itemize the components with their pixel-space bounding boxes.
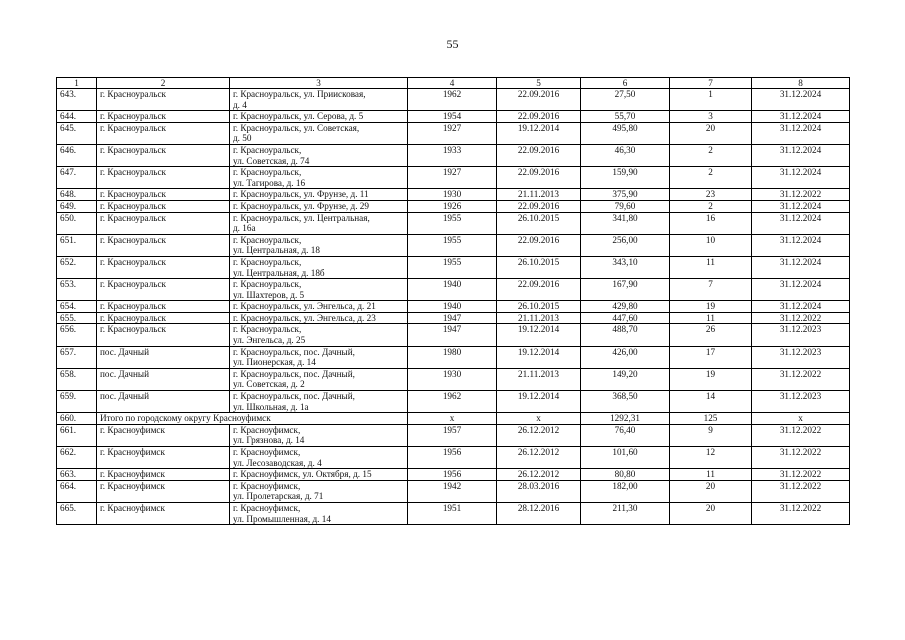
count-cell: 2 bbox=[670, 200, 752, 212]
date-cell: x bbox=[497, 413, 581, 425]
row-number-cell: 645. bbox=[57, 122, 97, 144]
row-number-cell: 654. bbox=[57, 301, 97, 313]
table-row bbox=[57, 368, 850, 390]
deadline-cell: 31.12.2023 bbox=[752, 346, 850, 368]
registry-body bbox=[57, 89, 850, 525]
table-row bbox=[57, 189, 850, 201]
settlement-cell: г. Красноуральск bbox=[97, 256, 230, 278]
address-cell bbox=[230, 212, 408, 234]
count-cell: 20 bbox=[670, 122, 752, 144]
settlement-cell: г. Красноуфимск bbox=[97, 447, 230, 469]
settlement-cell: г. Красноуральск bbox=[97, 279, 230, 301]
area-cell: 447,60 bbox=[581, 312, 670, 324]
address-cell bbox=[230, 234, 408, 256]
column-header: 6 bbox=[581, 78, 670, 89]
settlement-cell: г. Красноуфимск bbox=[97, 502, 230, 524]
year-cell: 1930 bbox=[408, 368, 497, 390]
settlement-cell: г. Красноуральск bbox=[97, 200, 230, 212]
row-number-cell: 663. bbox=[57, 469, 97, 481]
address-line: г. Красноуральск, ул. Серова, д. 5 bbox=[233, 111, 364, 122]
date-cell: 26.10.2015 bbox=[497, 212, 581, 234]
address-line: г. Красноуральск, ул. Фрунзе, д. 11 bbox=[233, 189, 369, 200]
year-cell: 1940 bbox=[408, 279, 497, 301]
area-cell: 341,80 bbox=[581, 212, 670, 234]
deadline-cell: 31.12.2022 bbox=[752, 469, 850, 481]
row-number-cell: 647. bbox=[57, 167, 97, 189]
address-line: г. Красноуфимск, ул. Октября, д. 15 bbox=[233, 469, 372, 480]
deadline-cell: 31.12.2023 bbox=[752, 324, 850, 346]
count-cell: 9 bbox=[670, 424, 752, 446]
header-row bbox=[57, 78, 850, 89]
address-cell bbox=[230, 447, 408, 469]
address-line: г. Красноуфимск, bbox=[233, 480, 301, 491]
address-line: г. Красноуральск, пос. Дачный, bbox=[233, 391, 355, 402]
row-number-cell: 659. bbox=[57, 391, 97, 413]
row-number-cell: 655. bbox=[57, 312, 97, 324]
table-row bbox=[57, 111, 850, 123]
page-number: 55 bbox=[446, 37, 459, 51]
row-number-cell: 664. bbox=[57, 480, 97, 502]
address-line: г. Красноуральск, bbox=[233, 324, 302, 335]
column-header: 5 bbox=[497, 78, 581, 89]
row-number-cell: 646. bbox=[57, 144, 97, 166]
deadline-cell: 31.12.2024 bbox=[752, 144, 850, 166]
date-cell: 26.12.2012 bbox=[497, 469, 581, 481]
settlement-cell: г. Красноуральск bbox=[97, 122, 230, 144]
area-cell: 159,90 bbox=[581, 167, 670, 189]
count-cell: 23 bbox=[670, 189, 752, 201]
table-row bbox=[57, 346, 850, 368]
area-cell: 46,30 bbox=[581, 144, 670, 166]
address-line: ул. Центральная, д. 18б bbox=[233, 267, 325, 278]
count-cell: 2 bbox=[670, 144, 752, 166]
area-cell: 343,10 bbox=[581, 256, 670, 278]
address-cell bbox=[230, 346, 408, 368]
date-cell: 28.12.2016 bbox=[497, 502, 581, 524]
address-cell bbox=[230, 301, 408, 313]
table-row bbox=[57, 212, 850, 234]
year-cell: x bbox=[408, 413, 497, 425]
address-cell bbox=[230, 89, 408, 111]
row-number-cell: 660. bbox=[57, 413, 97, 425]
deadline-cell: 31.12.2022 bbox=[752, 502, 850, 524]
table-row bbox=[57, 447, 850, 469]
year-cell: 1957 bbox=[408, 424, 497, 446]
address-line: д. 50 bbox=[233, 133, 252, 144]
count-cell: 12 bbox=[670, 447, 752, 469]
address-line: ул. Пионерская, д. 14 bbox=[233, 357, 316, 368]
date-cell: 22.09.2016 bbox=[497, 200, 581, 212]
count-cell: 11 bbox=[670, 312, 752, 324]
column-header: 4 bbox=[408, 78, 497, 89]
address-line: г. Красноуральск, ул. Энгельса, д. 21 bbox=[233, 301, 376, 312]
row-number-cell: 651. bbox=[57, 234, 97, 256]
address-cell bbox=[230, 122, 408, 144]
address-line: г. Красноуральск, ул. Приисковая, bbox=[233, 89, 366, 99]
row-number-cell: 649. bbox=[57, 200, 97, 212]
area-cell: 80,80 bbox=[581, 469, 670, 481]
date-cell: 28.03.2016 bbox=[497, 480, 581, 502]
row-number-cell: 648. bbox=[57, 189, 97, 201]
settlement-cell: г. Красноуфимск bbox=[97, 424, 230, 446]
address-line: ул. Тагирова, д. 16 bbox=[233, 177, 306, 188]
area-cell: 149,20 bbox=[581, 368, 670, 390]
table-row bbox=[57, 480, 850, 502]
settlement-cell: г. Красноуфимск bbox=[97, 469, 230, 481]
row-number-cell: 665. bbox=[57, 502, 97, 524]
address-cell bbox=[230, 312, 408, 324]
area-cell: 55,70 bbox=[581, 111, 670, 123]
deadline-cell: x bbox=[752, 413, 850, 425]
row-number-cell: 650. bbox=[57, 212, 97, 234]
deadline-cell: 31.12.2024 bbox=[752, 212, 850, 234]
area-cell: 495,80 bbox=[581, 122, 670, 144]
year-cell: 1933 bbox=[408, 144, 497, 166]
count-cell: 16 bbox=[670, 212, 752, 234]
year-cell: 1956 bbox=[408, 469, 497, 481]
date-cell: 22.09.2016 bbox=[497, 111, 581, 123]
count-cell: 19 bbox=[670, 368, 752, 390]
address-line: ул. Промышленная, д. 14 bbox=[233, 513, 331, 524]
address-line: г. Красноуфимск, bbox=[233, 447, 301, 457]
settlement-cell: г. Красноуральск bbox=[97, 312, 230, 324]
address-line: ул. Грязнова, д. 14 bbox=[233, 435, 305, 446]
settlement-cell: г. Красноуральск bbox=[97, 167, 230, 189]
area-cell: 76,40 bbox=[581, 424, 670, 446]
row-number-cell: 652. bbox=[57, 256, 97, 278]
address-cell bbox=[230, 256, 408, 278]
count-cell: 26 bbox=[670, 324, 752, 346]
date-cell: 26.10.2015 bbox=[497, 256, 581, 278]
table-row bbox=[57, 234, 850, 256]
deadline-cell: 31.12.2024 bbox=[752, 200, 850, 212]
deadline-cell: 31.12.2022 bbox=[752, 312, 850, 324]
area-cell: 79,60 bbox=[581, 200, 670, 212]
settlement-cell: г. Красноуральск bbox=[97, 189, 230, 201]
area-cell: 182,00 bbox=[581, 480, 670, 502]
address-line: ул. Шахтеров, д. 5 bbox=[233, 289, 305, 300]
address-cell bbox=[230, 391, 408, 413]
table-row bbox=[57, 167, 850, 189]
deadline-cell: 31.12.2022 bbox=[752, 368, 850, 390]
settlement-cell: г. Красноуральск bbox=[97, 144, 230, 166]
area-cell: 426,00 bbox=[581, 346, 670, 368]
address-line: г. Красноуфимск, bbox=[233, 502, 301, 513]
address-line: г. Красноуральск, ул. Фрунзе, д. 29 bbox=[233, 200, 369, 211]
deadline-cell: 31.12.2024 bbox=[752, 301, 850, 313]
total-label-cell: Итого по городскому округу Красноуфимск bbox=[97, 413, 408, 425]
address-line: д. 16а bbox=[233, 223, 256, 234]
date-cell: 19.12.2014 bbox=[497, 122, 581, 144]
table-row bbox=[57, 200, 850, 212]
row-number-cell: 657. bbox=[57, 346, 97, 368]
address-line: ул. Энгельса, д. 25 bbox=[233, 335, 306, 346]
address-cell bbox=[230, 368, 408, 390]
date-cell: 21.11.2013 bbox=[497, 368, 581, 390]
date-cell: 26.12.2012 bbox=[497, 447, 581, 469]
address-line: г. Красноуральск, bbox=[233, 167, 302, 178]
date-cell: 22.09.2016 bbox=[497, 89, 581, 111]
address-line: ул. Школьная, д. 1а bbox=[233, 401, 309, 412]
address-line: г. Красноуральск, пос. Дачный, bbox=[233, 346, 355, 357]
area-cell: 1292,31 bbox=[581, 413, 670, 425]
address-cell bbox=[230, 279, 408, 301]
table-row bbox=[57, 144, 850, 166]
area-cell: 488,70 bbox=[581, 324, 670, 346]
table-row bbox=[57, 301, 850, 313]
table-row bbox=[57, 122, 850, 144]
table-row bbox=[57, 312, 850, 324]
year-cell: 1947 bbox=[408, 324, 497, 346]
date-cell: 19.12.2014 bbox=[497, 391, 581, 413]
address-line: ул. Пролетарская, д. 71 bbox=[233, 491, 324, 502]
settlement-cell: пос. Дачный bbox=[97, 368, 230, 390]
deadline-cell: 31.12.2022 bbox=[752, 480, 850, 502]
settlement-cell: г. Красноуральск bbox=[97, 301, 230, 313]
count-cell: 7 bbox=[670, 279, 752, 301]
date-cell: 21.11.2013 bbox=[497, 189, 581, 201]
row-number-cell: 661. bbox=[57, 424, 97, 446]
deadline-cell: 31.12.2024 bbox=[752, 89, 850, 111]
area-cell: 375,90 bbox=[581, 189, 670, 201]
address-line: г. Красноуральск, ул. Центральная, bbox=[233, 212, 370, 223]
address-cell bbox=[230, 480, 408, 502]
address-cell bbox=[230, 502, 408, 524]
settlement-cell: пос. Дачный bbox=[97, 346, 230, 368]
count-cell: 1 bbox=[670, 89, 752, 111]
table-row bbox=[57, 424, 850, 446]
area-cell: 211,30 bbox=[581, 502, 670, 524]
deadline-cell: 31.12.2024 bbox=[752, 167, 850, 189]
count-cell: 10 bbox=[670, 234, 752, 256]
deadline-cell: 31.12.2024 bbox=[752, 111, 850, 123]
year-cell: 1954 bbox=[408, 111, 497, 123]
settlement-cell: г. Красноуфимск bbox=[97, 480, 230, 502]
deadline-cell: 31.12.2024 bbox=[752, 122, 850, 144]
date-cell: 22.09.2016 bbox=[497, 144, 581, 166]
area-cell: 429,80 bbox=[581, 301, 670, 313]
year-cell: 1942 bbox=[408, 480, 497, 502]
settlement-cell: г. Красноуральск bbox=[97, 234, 230, 256]
deadline-cell: 31.12.2024 bbox=[752, 234, 850, 256]
address-cell bbox=[230, 424, 408, 446]
year-cell: 1951 bbox=[408, 502, 497, 524]
area-cell: 256,00 bbox=[581, 234, 670, 256]
registry-table bbox=[56, 77, 850, 525]
year-cell: 1955 bbox=[408, 212, 497, 234]
address-cell bbox=[230, 189, 408, 201]
year-cell: 1947 bbox=[408, 312, 497, 324]
count-cell: 11 bbox=[670, 469, 752, 481]
address-line: д. 4 bbox=[233, 99, 247, 110]
address-line: ул. Лесозаводская, д. 4 bbox=[233, 457, 322, 468]
area-cell: 101,60 bbox=[581, 447, 670, 469]
row-number-cell: 656. bbox=[57, 324, 97, 346]
count-cell: 17 bbox=[670, 346, 752, 368]
address-line: ул. Центральная, д. 18 bbox=[233, 245, 320, 256]
deadline-cell: 31.12.2022 bbox=[752, 189, 850, 201]
row-number-cell: 643. bbox=[57, 89, 97, 111]
address-line: г. Красноуральск, bbox=[233, 234, 302, 245]
column-header: 1 bbox=[57, 78, 97, 89]
count-cell: 19 bbox=[670, 301, 752, 313]
column-header: 3 bbox=[230, 78, 408, 89]
column-header: 2 bbox=[97, 78, 230, 89]
table-row bbox=[57, 502, 850, 524]
row-number-cell: 653. bbox=[57, 279, 97, 301]
area-cell: 167,90 bbox=[581, 279, 670, 301]
table-row bbox=[57, 324, 850, 346]
count-cell: 3 bbox=[670, 111, 752, 123]
year-cell: 1927 bbox=[408, 167, 497, 189]
column-header: 7 bbox=[670, 78, 752, 89]
address-line: ул. Советская, д. 2 bbox=[233, 379, 305, 390]
deadline-cell: 31.12.2024 bbox=[752, 279, 850, 301]
date-cell: 22.09.2016 bbox=[497, 279, 581, 301]
table-row bbox=[57, 469, 850, 481]
area-cell: 27,50 bbox=[581, 89, 670, 111]
address-line: г. Красноуральск, bbox=[233, 279, 302, 290]
count-cell: 11 bbox=[670, 256, 752, 278]
date-cell: 26.12.2012 bbox=[497, 424, 581, 446]
year-cell: 1927 bbox=[408, 122, 497, 144]
deadline-cell: 31.12.2023 bbox=[752, 391, 850, 413]
table-row bbox=[57, 279, 850, 301]
row-number-cell: 644. bbox=[57, 111, 97, 123]
row-number-cell: 658. bbox=[57, 368, 97, 390]
deadline-cell: 31.12.2024 bbox=[752, 256, 850, 278]
count-cell: 14 bbox=[670, 391, 752, 413]
row-number-cell: 662. bbox=[57, 447, 97, 469]
year-cell: 1940 bbox=[408, 301, 497, 313]
count-cell: 20 bbox=[670, 480, 752, 502]
year-cell: 1955 bbox=[408, 256, 497, 278]
year-cell: 1980 bbox=[408, 346, 497, 368]
address-cell bbox=[230, 469, 408, 481]
column-header: 8 bbox=[752, 78, 850, 89]
year-cell: 1926 bbox=[408, 200, 497, 212]
address-line: г. Красноуральск, пос. Дачный, bbox=[233, 368, 355, 379]
date-cell: 26.10.2015 bbox=[497, 301, 581, 313]
year-cell: 1955 bbox=[408, 234, 497, 256]
count-cell: 2 bbox=[670, 167, 752, 189]
deadline-cell: 31.12.2022 bbox=[752, 424, 850, 446]
total-row bbox=[57, 413, 850, 425]
area-cell: 368,50 bbox=[581, 391, 670, 413]
count-cell: 125 bbox=[670, 413, 752, 425]
address-cell bbox=[230, 167, 408, 189]
year-cell: 1962 bbox=[408, 89, 497, 111]
deadline-cell: 31.12.2022 bbox=[752, 447, 850, 469]
address-line: г. Красноуральск, bbox=[233, 256, 302, 267]
address-cell bbox=[230, 111, 408, 123]
count-cell: 20 bbox=[670, 502, 752, 524]
address-line: г. Красноуфимск, bbox=[233, 424, 301, 435]
year-cell: 1956 bbox=[408, 447, 497, 469]
settlement-cell: г. Красноуральск bbox=[97, 89, 230, 111]
address-line: г. Красноуральск, ул. Энгельса, д. 23 bbox=[233, 312, 376, 323]
table-row bbox=[57, 256, 850, 278]
address-line: г. Красноуральск, bbox=[233, 144, 302, 155]
address-cell bbox=[230, 324, 408, 346]
settlement-cell: г. Красноуральск bbox=[97, 111, 230, 123]
date-cell: 22.09.2016 bbox=[497, 167, 581, 189]
settlement-cell: пос. Дачный bbox=[97, 391, 230, 413]
date-cell: 19.12.2014 bbox=[497, 324, 581, 346]
address-line: г. Красноуральск, ул. Советская, bbox=[233, 122, 360, 133]
address-cell bbox=[230, 200, 408, 212]
address-cell bbox=[230, 144, 408, 166]
table-row bbox=[57, 391, 850, 413]
address-line: ул. Советская, д. 74 bbox=[233, 155, 310, 166]
date-cell: 19.12.2014 bbox=[497, 346, 581, 368]
date-cell: 22.09.2016 bbox=[497, 234, 581, 256]
year-cell: 1962 bbox=[408, 391, 497, 413]
date-cell: 21.11.2013 bbox=[497, 312, 581, 324]
year-cell: 1930 bbox=[408, 189, 497, 201]
settlement-cell: г. Красноуральск bbox=[97, 212, 230, 234]
table-row bbox=[57, 89, 850, 111]
settlement-cell: г. Красноуральск bbox=[97, 324, 230, 346]
